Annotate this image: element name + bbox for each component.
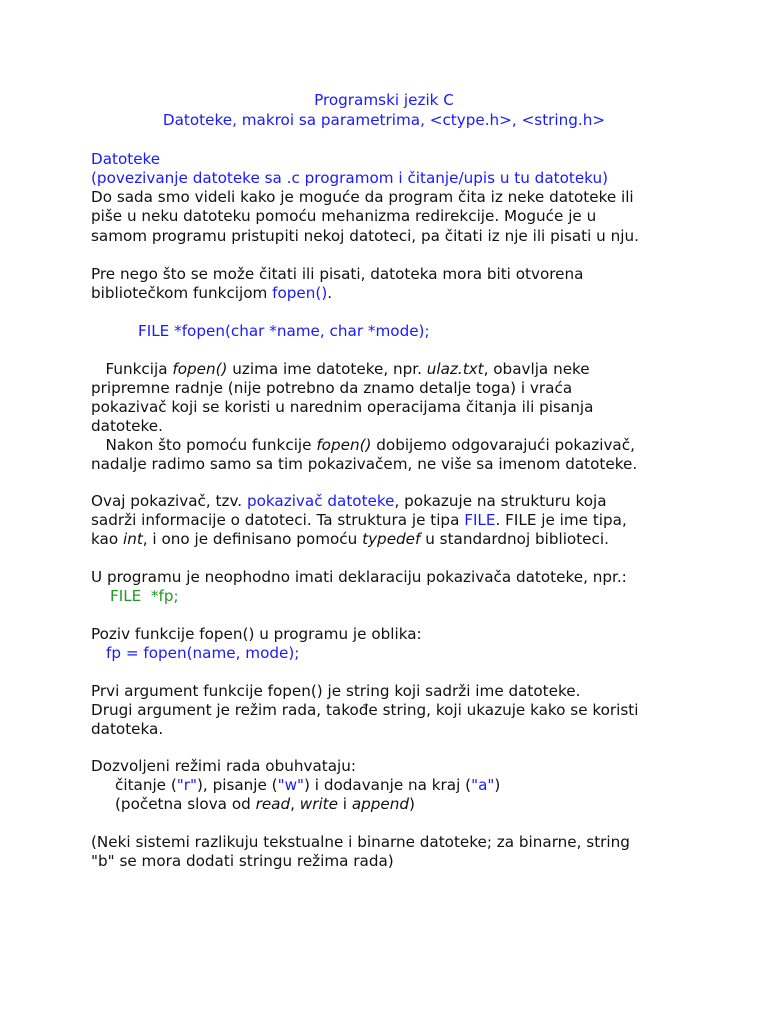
paragraph-line: Dozvoljeni režimi rada obuhvataju: <box>91 757 357 775</box>
paragraph-line: piše u neku datoteku pomoću mehanizma redirekcije. Moguće je u <box>91 207 597 225</box>
paragraph-line: (Neki sistemi razlikuju tekstualne i binarne datoteke; za binarne, string <box>91 833 630 851</box>
paragraph-line: bibliotečkom funkcijom fopen(). <box>91 284 333 302</box>
mode-r: "r" <box>176 776 197 794</box>
type-file: FILE <box>464 511 496 529</box>
fopen-function-ref: fopen() <box>272 284 328 302</box>
paragraph-line: datoteka. <box>91 720 164 738</box>
section-heading: Datoteke <box>91 150 161 168</box>
section-subheading: (povezivanje datoteke sa .c programom i čitanje/upis u tu datoteku) <box>91 169 609 187</box>
paragraph-line: Funkcija fopen() uzima ime datoteke, npr. ulaz.txt, obavlja neke <box>91 360 590 378</box>
paragraph-line: nadalje radimo samo sa tim pokazivačem, ne više sa imenom datoteke. <box>91 455 638 473</box>
paragraph-line: samom programu pristupiti nekoj datoteci, pa čitati iz nje ili pisati u nju. <box>91 227 639 245</box>
paragraph-line: Drugi argument je režim rada, takođe string, koji ukazuje kako se koristi <box>91 701 639 719</box>
mode-a: "a" <box>471 776 495 794</box>
code-fopen-prototype: FILE *fopen(char *name, char *mode); <box>138 322 430 340</box>
paragraph-line: Nakon što pomoću funkcije fopen() dobijemo odgovarajući pokazivač, <box>91 436 635 454</box>
document-subtitle: Datoteke, makroi sa parametrima, <ctype.h>, <string.h> <box>162 111 606 129</box>
paragraph-line: sadrži informacije o datoteci. Ta struktura je tipa FILE. FILE je ime tipa, <box>91 511 627 529</box>
paragraph-line: Pre nego što se može čitati ili pisati, datoteka mora biti otvorena <box>91 265 584 283</box>
paragraph-line: U programu je neophodno imati deklaraciju pokazivača datoteke, npr.: <box>91 568 627 586</box>
paragraph-line: kao int, i ono je definisano pomoću typedef u standardnoj biblioteci. <box>91 530 609 548</box>
paragraph-line: Do sada smo videli kako je moguće da program čita iz neke datoteke ili <box>91 188 634 206</box>
paragraph-line: pokazivač koji se koristi u narednim operacijama čitanja ili pisanja <box>91 398 594 416</box>
modes-note-line: (početna slova od read, write i append) <box>115 795 415 813</box>
mode-w: "w" <box>277 776 305 794</box>
document-title: Programski jezik C <box>314 91 454 109</box>
paragraph-line: datoteke. <box>91 417 163 435</box>
paragraph-line: pripremne radnje (nije potrebno da znamo detalje toga) i vraća <box>91 379 573 397</box>
modes-line: čitanje ("r"), pisanje ("w") i dodavanje na kraj ("a") <box>115 776 501 794</box>
paragraph-line: Poziv funkcije fopen() u programu je oblika: <box>91 625 422 643</box>
code-fopen-call: fp = fopen(name, mode); <box>106 644 300 662</box>
code-file-declaration: FILE *fp; <box>110 587 179 605</box>
paragraph-line: "b" se mora dodati stringu režima rada) <box>91 852 394 870</box>
paragraph-line: Ovaj pokazivač, tzv. pokazivač datoteke, pokazuje na strukturu koja <box>91 492 607 510</box>
paragraph-line: Prvi argument funkcije fopen() je string koji sadrži ime datoteke. <box>91 682 581 700</box>
term-file-pointer: pokazivač datoteke <box>246 492 395 510</box>
